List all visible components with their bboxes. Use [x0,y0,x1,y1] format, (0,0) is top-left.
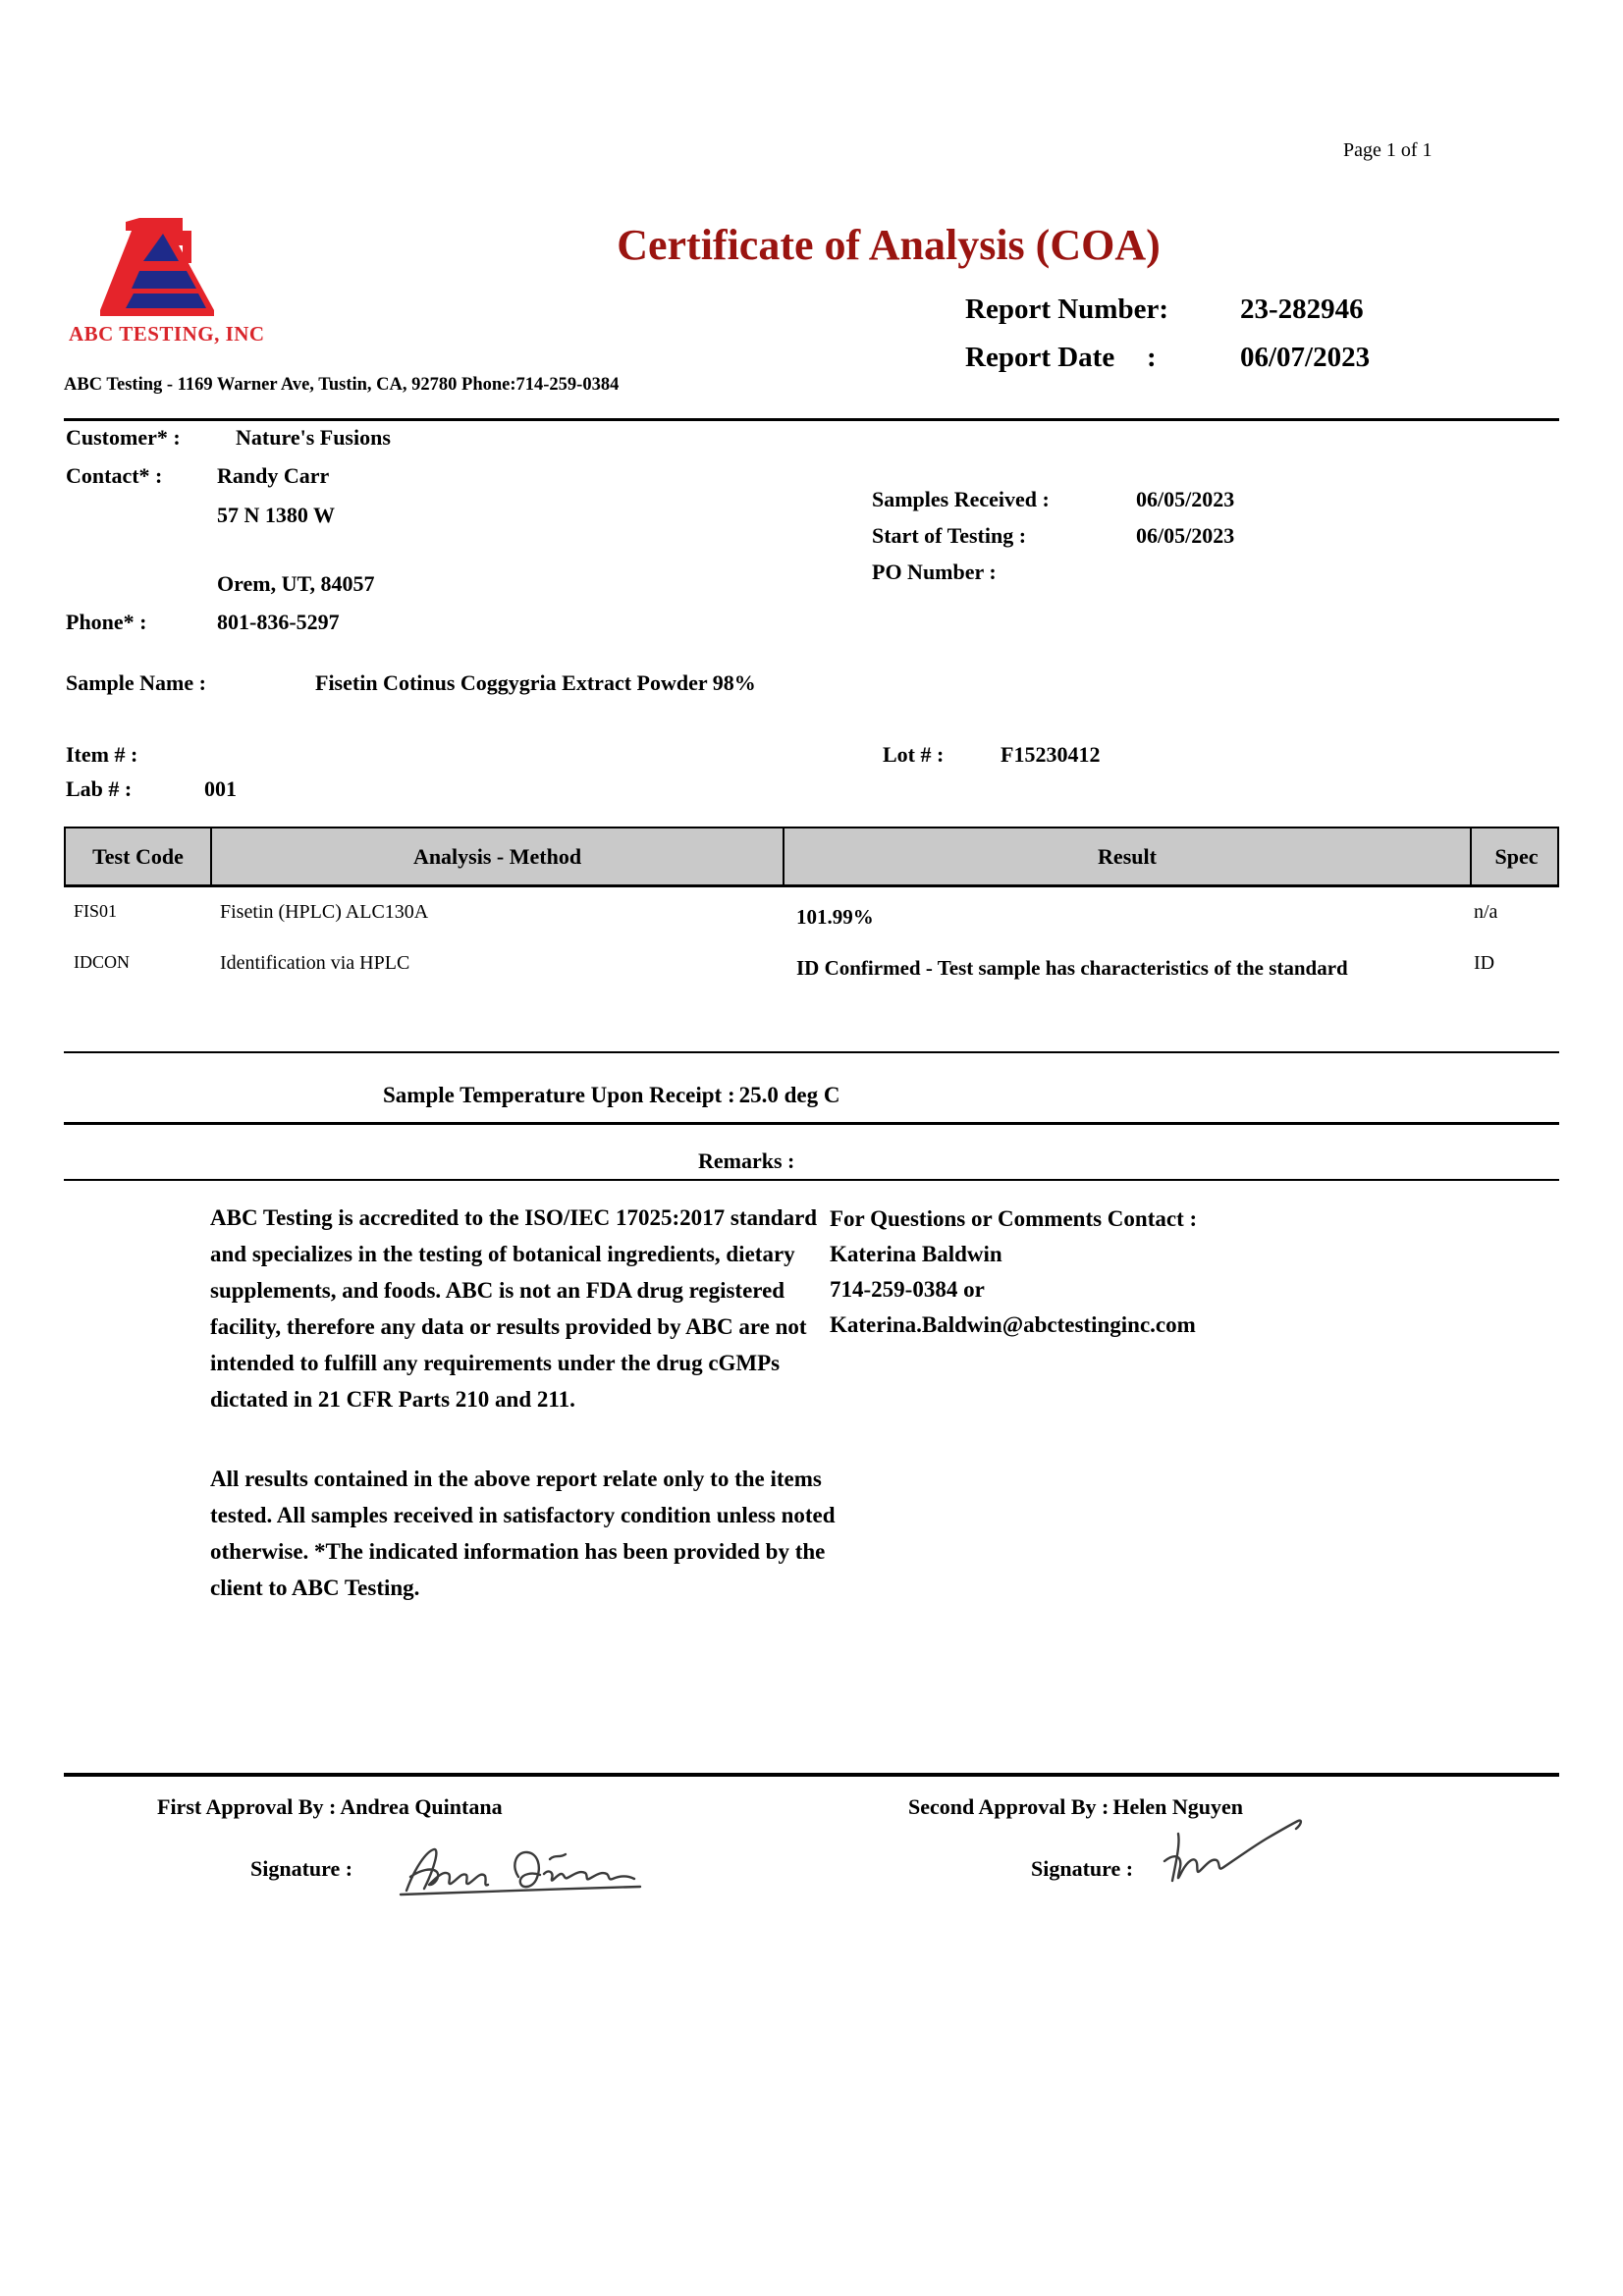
cell-method: Identification via HPLC [220,952,410,974]
report-date-value: 06/07/2023 [1240,342,1371,373]
divider [64,1051,1559,1053]
report-date-colon: : [1147,342,1157,373]
customer-name: Nature's Fusions [236,425,391,450]
cell-spec: n/a [1474,901,1498,923]
item-number-label: Item # : [66,742,138,767]
contact-header: For Questions or Comments Contact : [830,1206,1198,1231]
phone-value: 801-836-5297 [217,610,340,634]
customer-label: Customer* : [66,425,181,450]
remarks-label: Remarks : [698,1148,795,1173]
contact-name: Randy Carr [217,463,330,488]
sample-temperature-row [383,1083,840,1108]
cell-test-code: FIS01 [74,901,118,921]
lot-number-label: Lot # : [883,742,945,767]
divider [64,1773,1559,1777]
cell-result: 101.99% [796,905,874,929]
second-signature-icon [1151,1812,1313,1900]
page-number: Page 1 of 1 [1343,139,1433,161]
contact-phone: 714-259-0384 or [830,1277,985,1302]
contact-label: Contact* : [66,463,163,488]
report-number-label: Report Number: [965,294,1168,325]
header-test-code: Test Code [92,843,184,869]
po-number-label: PO Number : [872,560,997,584]
lab-number-value: 001 [204,776,237,801]
sample-name-label: Sample Name : [66,670,206,695]
results-table [64,827,1559,984]
divider [64,1179,1559,1181]
first-approval-row [157,1794,503,1820]
cell-result: ID Confirmed - Test sample has characteristics of the standard [796,956,1348,980]
first-approval-name: Andrea Quintana [340,1794,503,1819]
customer-address-line2: Orem, UT, 84057 [217,571,375,596]
first-signature-label: Signature : [250,1856,353,1881]
sample-name-value: Fisetin Cotinus Coggygria Extract Powder 98% [315,670,756,695]
customer-address-line1: 57 N 1380 W [217,503,335,527]
cell-spec: ID [1474,952,1495,974]
start-of-testing-value: 06/05/2023 [1136,523,1235,548]
report-date-label: Report Date [965,342,1115,373]
samples-received-value: 06/05/2023 [1136,487,1235,511]
samples-received-label: Samples Received : [872,487,1050,511]
sample-temperature-value: 25.0 deg C [738,1083,840,1107]
table-row [64,952,1559,984]
cell-test-code: IDCON [74,952,130,972]
abc-testing-logo-icon [96,216,224,318]
results-table-header [64,827,1559,887]
contact-person: Katerina Baldwin [830,1242,1002,1266]
start-of-testing-label: Start of Testing : [872,523,1027,548]
document-title: Certificate of Analysis (COA) [617,221,1161,269]
header-spec: Spec [1470,828,1561,884]
header-analysis-method: Analysis - Method [210,828,783,884]
questions-contact-block [830,1201,1197,1343]
table-row [64,901,1559,933]
report-number-value: 23-282946 [1240,294,1364,325]
sample-temperature-label: Sample Temperature Upon Receipt : [383,1083,735,1107]
lab-address: ABC Testing - 1169 Warner Ave, Tustin, CA, 92780 Phone:714-259-0384 [64,375,620,395]
second-approval-name: Helen Nguyen [1112,1794,1243,1819]
accreditation-paragraph: ABC Testing is accredited to the ISO/IEC 17025:2017 standard and specializes in the testing of botanical ingredients, dietary supplements, and foods. ABC is not an FDA drug registered facility, therefore any data or results provided by ABC are not intended to fulfill any requirements under the drug cGMPs dictated in 21 CFR Parts 210 and 211. [210,1205,818,1412]
disclaimer-paragraph: All results contained in the above report relate only to the items tested. All samples received in satisfactory condition unless noted otherwise. *The indicated information has been provided by the client to ABC Testing. [210,1467,836,1600]
first-approval-label: First Approval By : [157,1794,337,1819]
second-signature-label: Signature : [1031,1856,1134,1881]
logo-text: ABC TESTING, INC [69,322,265,346]
lot-number-value: F15230412 [1001,742,1101,767]
header-result: Result [783,828,1470,884]
divider [64,1122,1559,1125]
contact-email: Katerina.Baldwin@abctestinginc.com [830,1312,1196,1337]
second-approval-label: Second Approval By : [908,1794,1109,1819]
first-signature-icon [393,1824,653,1906]
phone-label: Phone* : [66,610,147,634]
cell-method: Fisetin (HPLC) ALC130A [220,901,429,923]
divider [64,418,1559,421]
lab-number-label: Lab # : [66,776,133,801]
